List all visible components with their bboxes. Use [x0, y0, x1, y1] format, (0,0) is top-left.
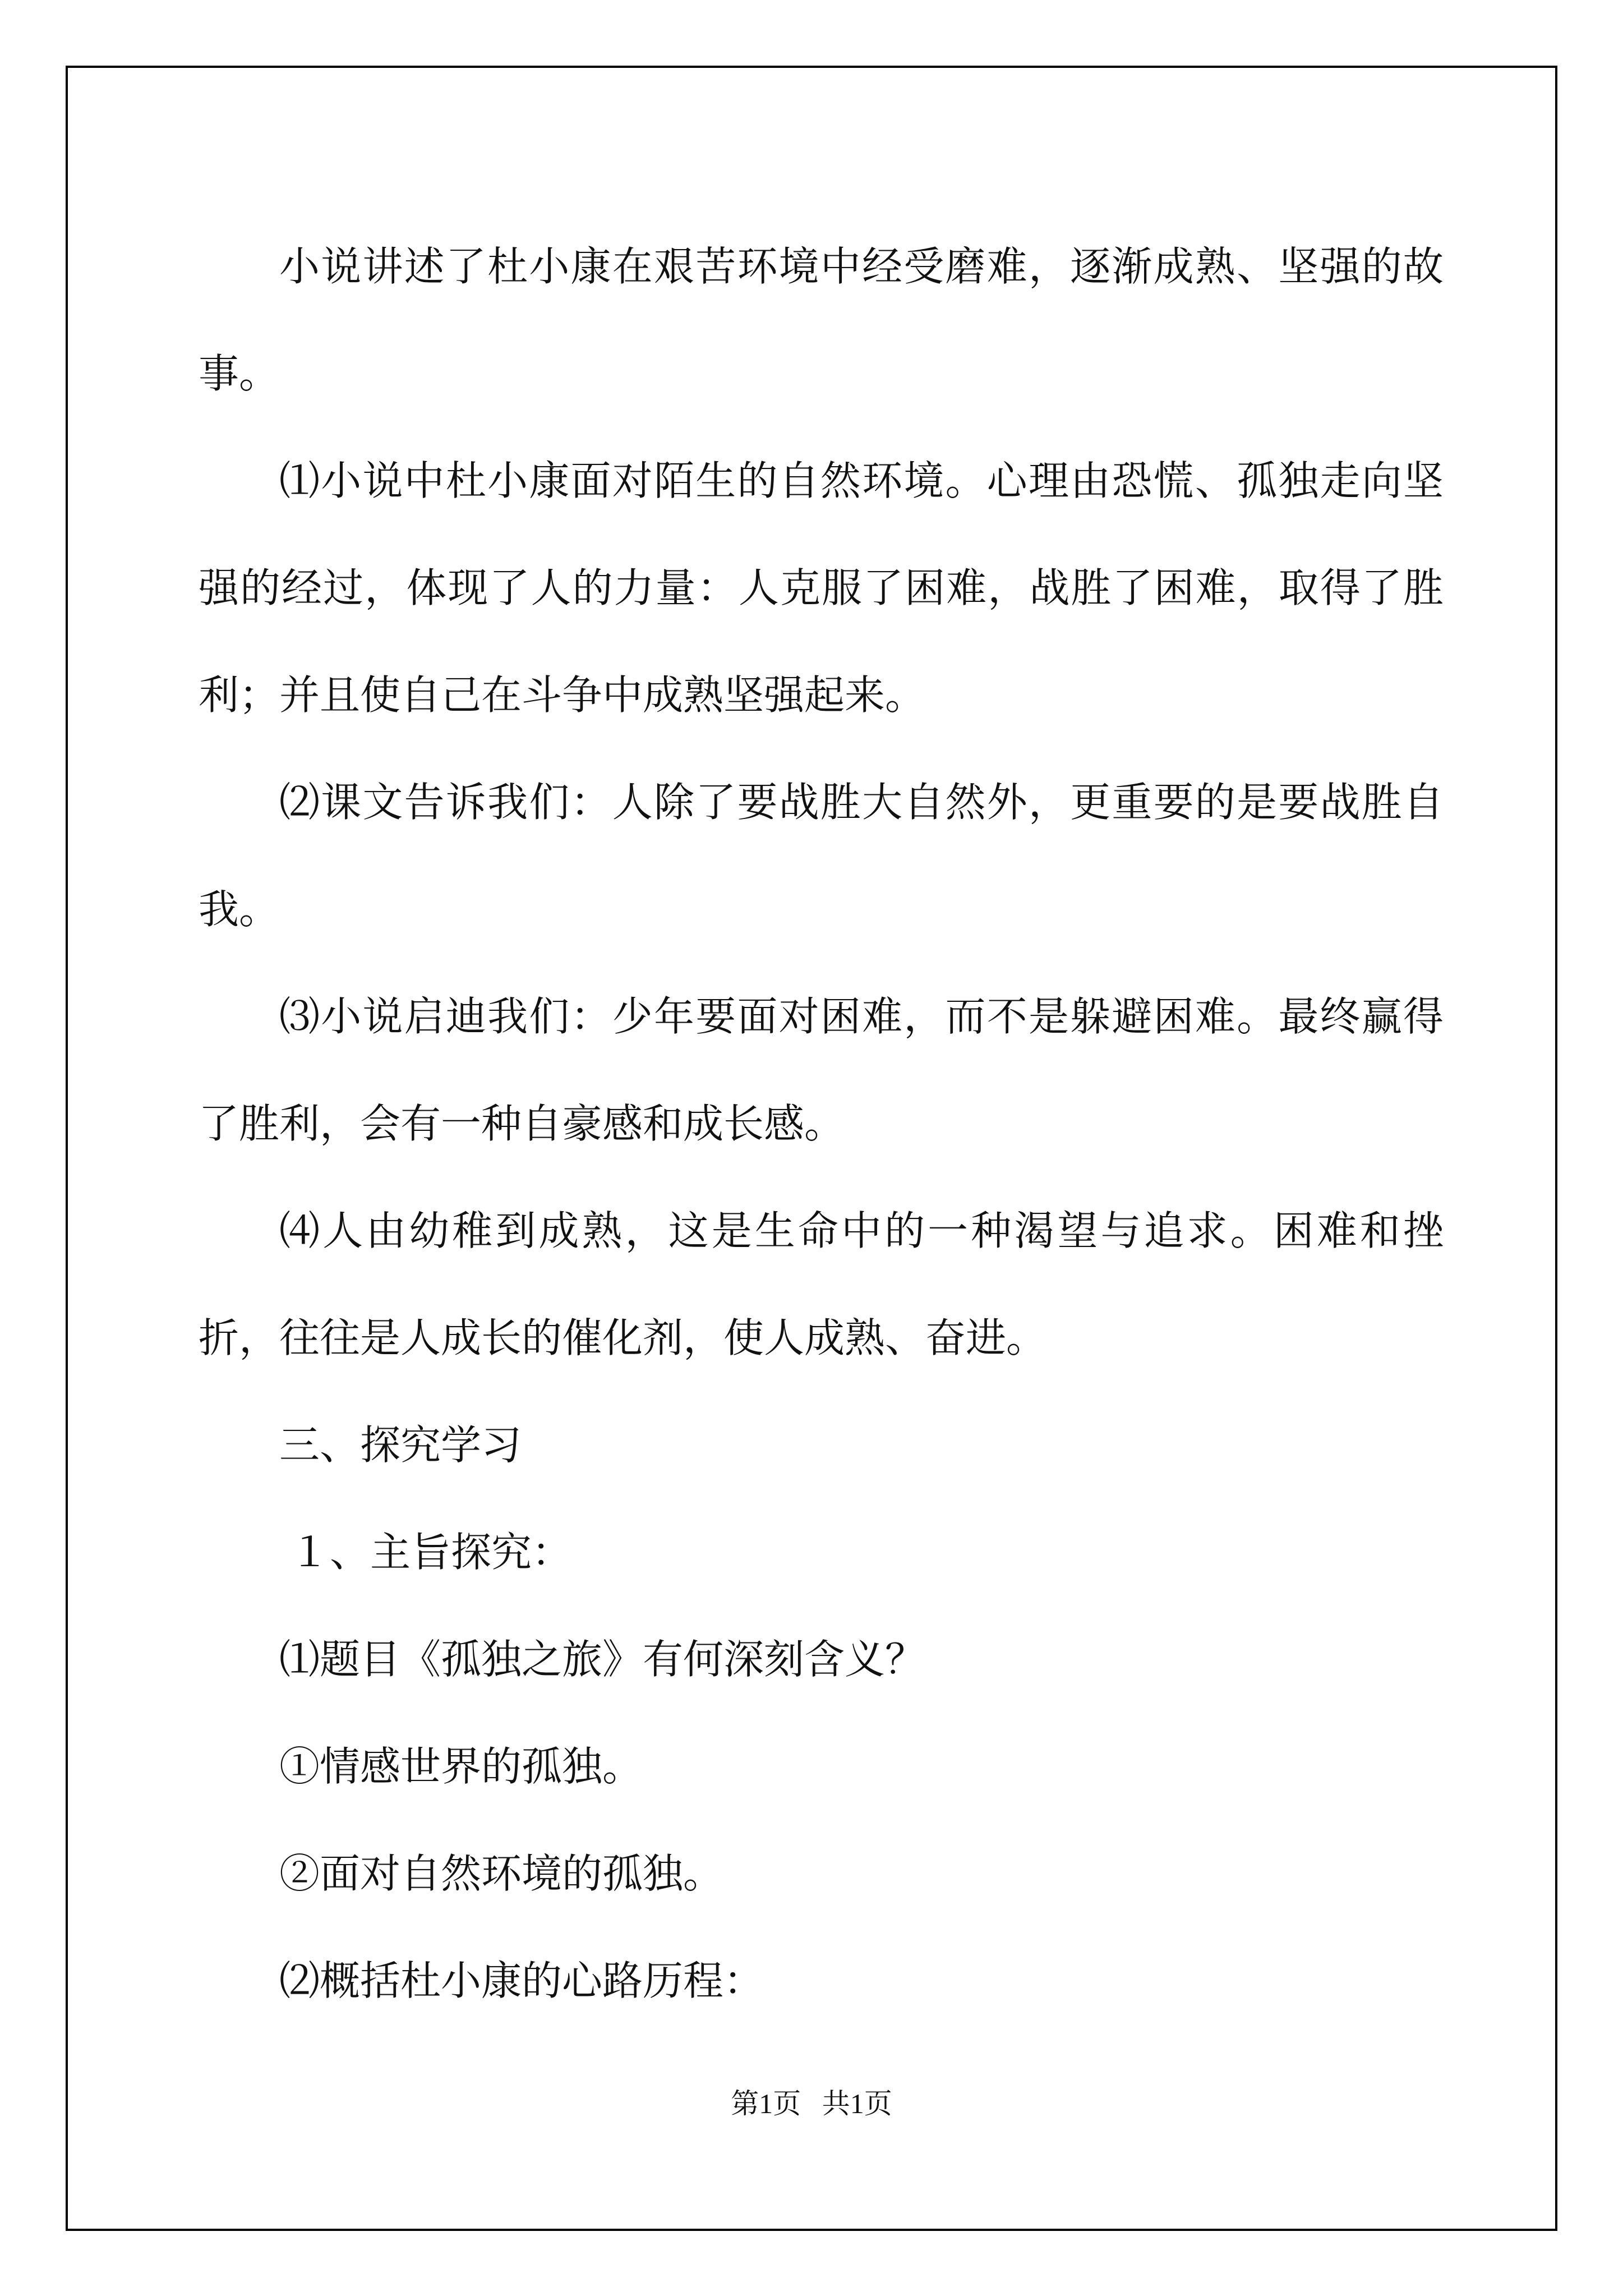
paragraph-point-1: ⑴小说中杜小康面对陌生的自然环境。心理由恐慌、孤独走向坚强的经过，体现了人的力量：人克服了困难，战胜了困难，取得了胜利；并且使自己在斗争中成熟坚强起来。: [199, 457, 1444, 719]
page-footer: [0, 2081, 1623, 2122]
answer-item-1: ①情感世界的孤独。: [279, 1743, 643, 1790]
section-heading: 三、探究学习: [279, 1421, 522, 1469]
paragraph-summary: 小说讲述了杜小康在艰苦环境中经受磨难，逐渐成熟、坚强的故事。: [199, 243, 1444, 397]
page-total: 共1页: [822, 2088, 892, 2119]
question-2: ⑵概括杜小康的心路历程：: [279, 1957, 764, 2004]
paragraph-point-3: ⑶小说启迪我们：少年要面对困难，而不是躲避困难。最终赢得了胜利，会有一种自豪感和成长感。: [199, 993, 1444, 1147]
paragraph-point-4: ⑷人由幼稚到成熟，这是生命中的一种渴望与追求。困难和挫折，往往是人成长的催化剂，使人成熟、奋进。: [199, 1207, 1444, 1361]
question-1: ⑴题目《孤独之旅》有何深刻含义？: [279, 1636, 926, 1683]
page-number: 第1页: [731, 2088, 801, 2119]
answer-item-2: ②面对自然环境的孤独。: [279, 1850, 724, 1897]
paragraph-point-2: ⑵课文告诉我们：人除了要战胜大自然外，更重要的是要战胜自我。: [199, 779, 1444, 933]
subsection-heading: １、主旨探究：: [289, 1529, 573, 1576]
document-body: [199, 213, 1444, 2035]
